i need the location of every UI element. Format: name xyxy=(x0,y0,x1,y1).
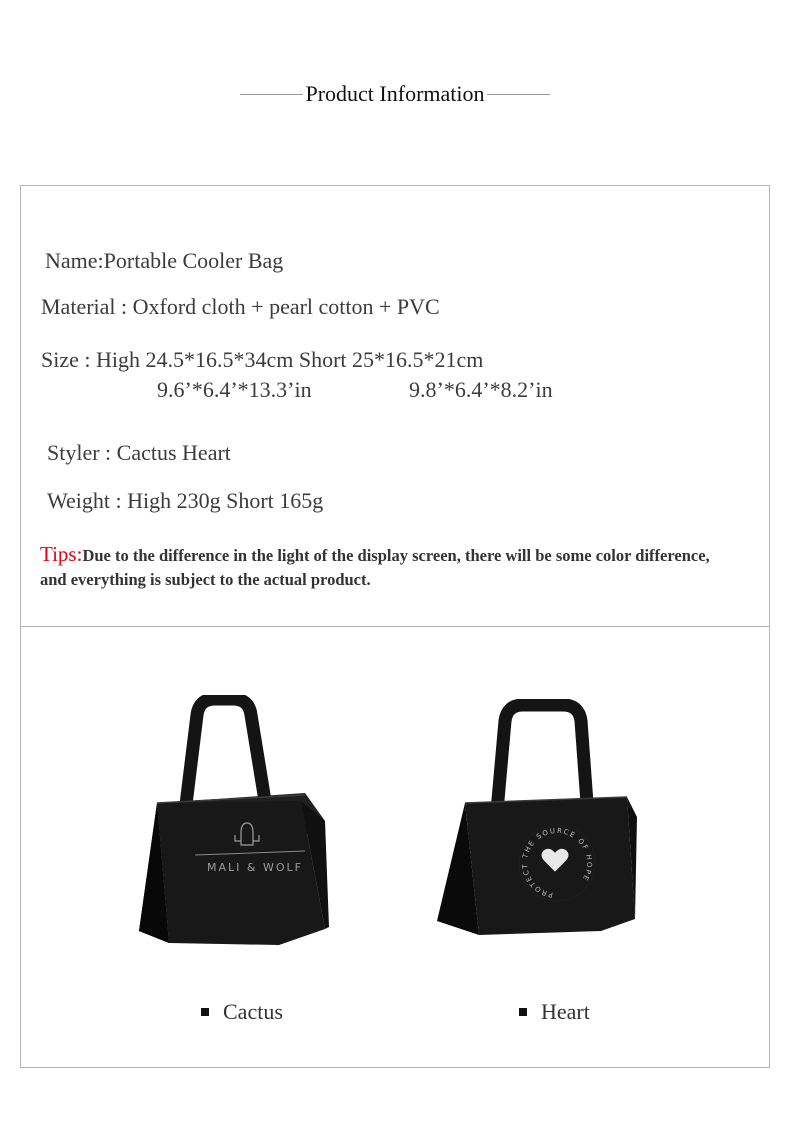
product-name: Name:Portable Cooler Bag xyxy=(45,248,284,273)
page-title: Product Information xyxy=(305,81,485,106)
cactus-bag-print: MALI & WOLF xyxy=(207,861,303,874)
heart-bag-image xyxy=(431,699,637,949)
product-size: Size : High 24.5*16.5*34cm Short 25*16.5*21cm xyxy=(41,347,484,372)
product-styles: Styler : Cactus Heart xyxy=(47,440,231,465)
tips-note xyxy=(40,542,740,592)
product-material: Material : Oxford cloth + pearl cotton + PVC xyxy=(41,294,440,319)
bullet-icon xyxy=(201,1008,209,1016)
style-caption-heart: Heart xyxy=(519,999,590,1025)
tips-label: Tips: xyxy=(40,542,83,566)
tips-text: Due to the difference in the light of the display screen, there will be some color difference, and everything is subject to the actual product. xyxy=(40,546,710,589)
product-size-inches-short: 9.8’*6.4’*8.2’in xyxy=(409,377,553,402)
section-title xyxy=(240,78,550,112)
cactus-bag-image xyxy=(129,695,333,957)
heart-bag-print: PROTECT THE SOURCE OF HOPE xyxy=(520,826,594,899)
bullet-icon xyxy=(519,1008,527,1016)
style-caption-cactus: Cactus xyxy=(201,999,283,1025)
product-styles-panel xyxy=(20,626,770,1068)
product-size-inches-high: 9.6’*6.4’*13.3’in xyxy=(157,377,312,402)
product-weight: Weight : High 230g Short 165g xyxy=(47,488,324,513)
